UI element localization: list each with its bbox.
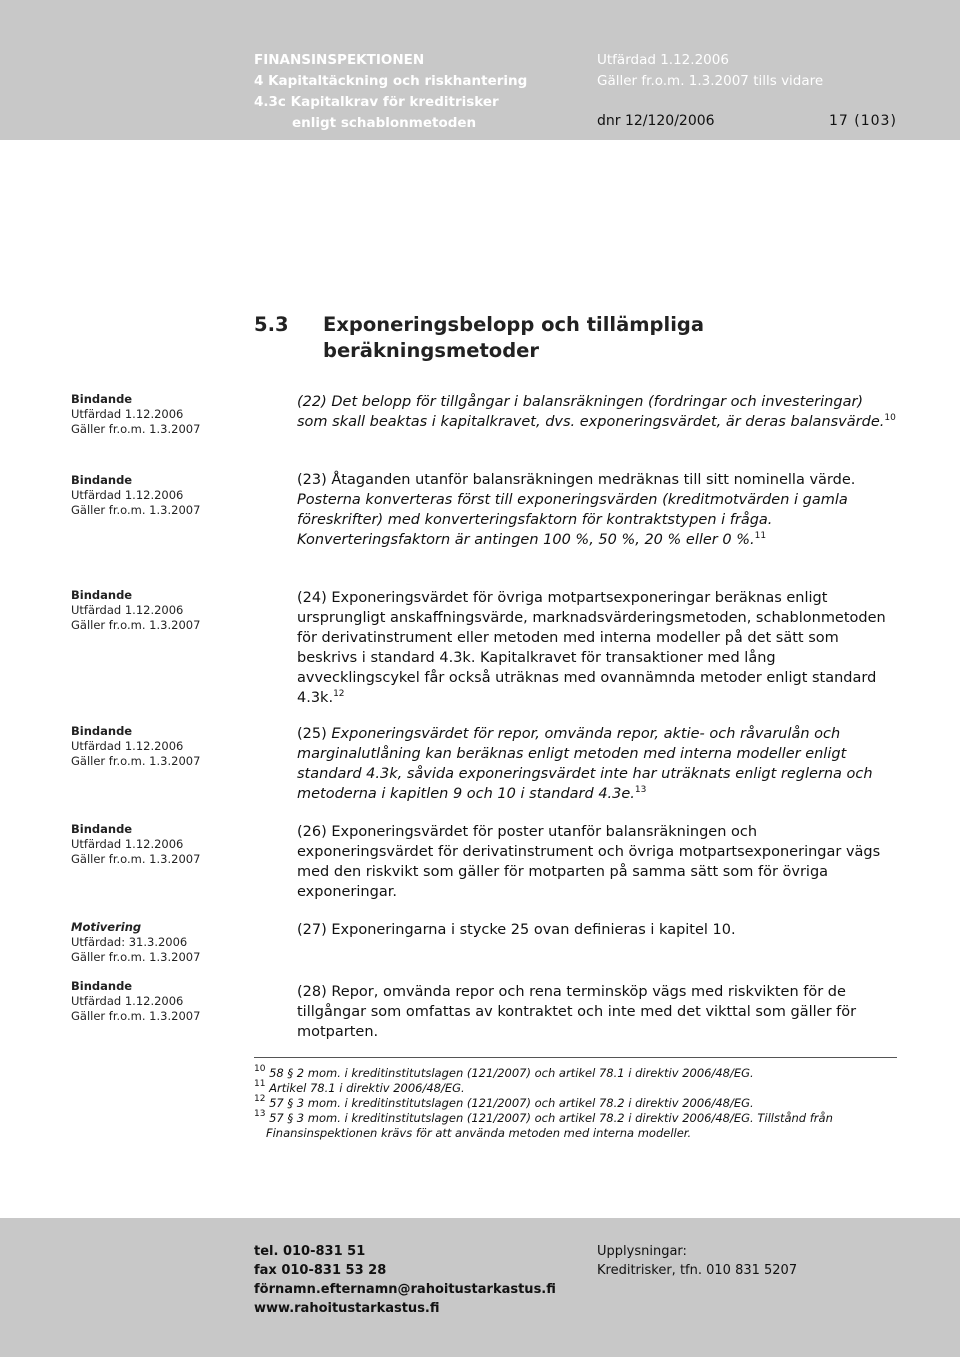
section-heading-line2: beräkningsmetoder <box>323 339 540 362</box>
footnote-ref[interactable]: 12 <box>333 689 345 699</box>
footer-info-label: Upplysningar: <box>597 1244 687 1259</box>
footnote <box>254 1111 904 1126</box>
margin-note-valid: Gäller fr.o.m. 1.3.2007 <box>71 754 201 768</box>
margin-note-issued: Utfärdad 1.12.2006 <box>71 603 184 617</box>
section-heading <box>254 312 704 364</box>
paragraph-text: (27) Exponeringarna i stycke 25 ovan definieras i kapitel 10. <box>297 922 736 938</box>
paragraph-text: Posterna konverteras först till exponeringsvärden (kreditmotvärden i gamla föreskrifter) med konverteringsfaktorn för kontraktstypen i fråga. Konverteringsfaktorn är antingen 100 %, 50 %, 20 % eller 0 %. <box>297 492 848 548</box>
margin-note-kind: Bindande <box>71 473 133 487</box>
footnote-number: 13 <box>254 1109 266 1119</box>
paragraph-23 <box>297 470 897 550</box>
header-left <box>254 50 527 134</box>
paragraph-22 <box>297 392 897 432</box>
margin-note-kind: Bindande <box>71 724 133 738</box>
margin-note-issued: Utfärdad 1.12.2006 <box>71 739 184 753</box>
margin-note-valid: Gäller fr.o.m. 1.3.2007 <box>71 422 201 436</box>
page-number: 17 (103) <box>829 113 897 129</box>
paragraph-lead: (23) Åtaganden utanför balansräkningen medräknas till sitt nominella värde. <box>297 472 856 488</box>
margin-note <box>71 822 200 867</box>
margin-note-kind: Bindande <box>71 392 133 406</box>
footer-phone: tel. 010-831 51 <box>254 1244 366 1259</box>
footnote <box>254 1081 904 1096</box>
margin-note-issued: Utfärdad 1.12.2006 <box>71 488 184 502</box>
margin-note-issued: Utfärdad 1.12.2006 <box>71 837 184 851</box>
page-footer <box>0 1218 960 1357</box>
margin-note-issued: Utfärdad: 31.3.2006 <box>71 935 188 949</box>
footnote <box>254 1066 904 1081</box>
footer-info-text: Kreditrisker, tfn. 010 831 5207 <box>597 1263 798 1278</box>
footer-email-link[interactable]: förnamn.efternamn@rahoitustarkastus.fi <box>254 1282 556 1297</box>
section-title-header: 4.3c Kapitalkrav för kreditrisker <box>254 94 499 110</box>
document-number: dnr 12/120/2006 <box>597 113 715 129</box>
paragraph-text: (26) Exponeringsvärdet för poster utanför balansräkningen och exponeringsvärdet för derivatinstrument och övriga motpartsexponeringar vägs med den riskvikt som gäller för motparten på samma sätt som för övriga exponeringar. <box>297 824 881 900</box>
section-heading-line1: Exponeringsbelopp och tillämpliga <box>323 313 705 336</box>
margin-note-kind: Motivering <box>71 920 142 934</box>
header-right <box>597 50 823 92</box>
paragraph-text: Exponeringsvärdet för repor, omvända repor, aktie- och råvarulån och marginalutlåning kan beräknas enligt metoden med interna modeller enligt standard 4.3k, såvida exponeringsvärdet inte har uträknats enligt reglerna och metoderna i kapitlen 9 och 10 i standard 4.3e. <box>297 726 873 802</box>
org-name: FINANSINSPEKTIONEN <box>254 52 425 68</box>
footnote-text: Artikel 78.1 i direktiv 2006/48/EG. <box>269 1081 465 1095</box>
footnote-ref[interactable]: 13 <box>634 785 647 795</box>
margin-note-valid: Gäller fr.o.m. 1.3.2007 <box>71 1009 201 1023</box>
footnote-ref[interactable]: 10 <box>884 413 896 423</box>
footnote-number: 12 <box>254 1094 266 1104</box>
page-header <box>0 0 960 140</box>
margin-note-issued: Utfärdad 1.12.2006 <box>71 994 184 1008</box>
margin-note-kind: Bindande <box>71 979 133 993</box>
margin-note-kind: Bindande <box>71 822 133 836</box>
paragraph-28 <box>297 982 897 1042</box>
paragraph-24 <box>297 588 897 708</box>
footer-contact <box>254 1242 556 1318</box>
footnote <box>254 1096 904 1111</box>
margin-note-kind: Bindande <box>71 588 133 602</box>
margin-note-valid: Gäller fr.o.m. 1.3.2007 <box>71 950 201 964</box>
section-number: 5.3 <box>254 313 289 336</box>
paragraph-lead: (25) <box>297 726 332 742</box>
paragraph-text: (22) Det belopp för tillgångar i balansräkningen (fordringar och investeringar) som skall beaktas i kapitalkravet, dvs. exponeringsvärdet, är deras balansvärde. <box>297 394 885 430</box>
footnote-text: 58 § 2 mom. i kreditinstitutslagen (121/2007) och artikel 78.1 i direktiv 2006/48/EG. <box>269 1066 754 1080</box>
margin-note <box>71 588 200 633</box>
footnote-text: 57 § 3 mom. i kreditinstitutslagen (121/2007) och artikel 78.2 i direktiv 2006/48/EG. Tillstånd från <box>269 1111 833 1125</box>
paragraph-text: (28) Repor, omvända repor och rena terminsköp vägs med riskvikten för de tillgångar som omfattas av kontraktet och inte med det vikttal som gäller för motparten. <box>297 984 857 1040</box>
footer-fax: fax 010-831 53 28 <box>254 1263 387 1278</box>
footnote-ref[interactable]: 11 <box>754 531 767 541</box>
margin-note <box>71 392 200 437</box>
footnote-number: 10 <box>254 1064 266 1074</box>
footer-info <box>597 1242 797 1280</box>
issued-date: Utfärdad 1.12.2006 <box>597 52 729 68</box>
margin-note <box>71 724 200 769</box>
footnote-number: 11 <box>254 1079 266 1089</box>
margin-note-issued: Utfärdad 1.12.2006 <box>71 407 184 421</box>
paragraph-27 <box>297 920 897 940</box>
paragraph-text: (24) Exponeringsvärdet för övriga motpartsexponeringar beräknas enligt ursprungligt anskaffningsvärde, marknadsvärderingsmetoden, schablonmetoden för derivatinstrument eller metoden med interna modeller på det sätt som beskrivs i standard 4.3k. Kapitalkravet för transaktioner med lång avvecklingscykel får också uträknas med ovannämnda metoder enligt standard 4.3k. <box>297 590 886 706</box>
chapter-title: 4 Kapitaltäckning och riskhantering <box>254 73 528 89</box>
margin-note-valid: Gäller fr.o.m. 1.3.2007 <box>71 618 201 632</box>
paragraph-25 <box>297 724 897 804</box>
margin-note <box>71 473 200 518</box>
margin-note <box>71 979 200 1024</box>
footnotes <box>254 1066 904 1141</box>
section-subtitle-header: enligt schablonmetoden <box>292 115 477 131</box>
paragraph-26 <box>297 822 897 902</box>
margin-note-valid: Gäller fr.o.m. 1.3.2007 <box>71 503 201 517</box>
margin-note-valid: Gäller fr.o.m. 1.3.2007 <box>71 852 201 866</box>
footer-website-link[interactable]: www.rahoitustarkastus.fi <box>254 1301 440 1316</box>
footnote-text: 57 § 3 mom. i kreditinstitutslagen (121/2007) och artikel 78.2 i direktiv 2006/48/EG. <box>269 1096 754 1110</box>
valid-from: Gäller fr.o.m. 1.3.2007 tills vidare <box>597 73 824 89</box>
footnote-continuation: Finansinspektionen krävs för att använda metoden med interna modeller. <box>266 1126 692 1140</box>
footnote-divider <box>254 1057 897 1058</box>
margin-note <box>71 920 200 965</box>
